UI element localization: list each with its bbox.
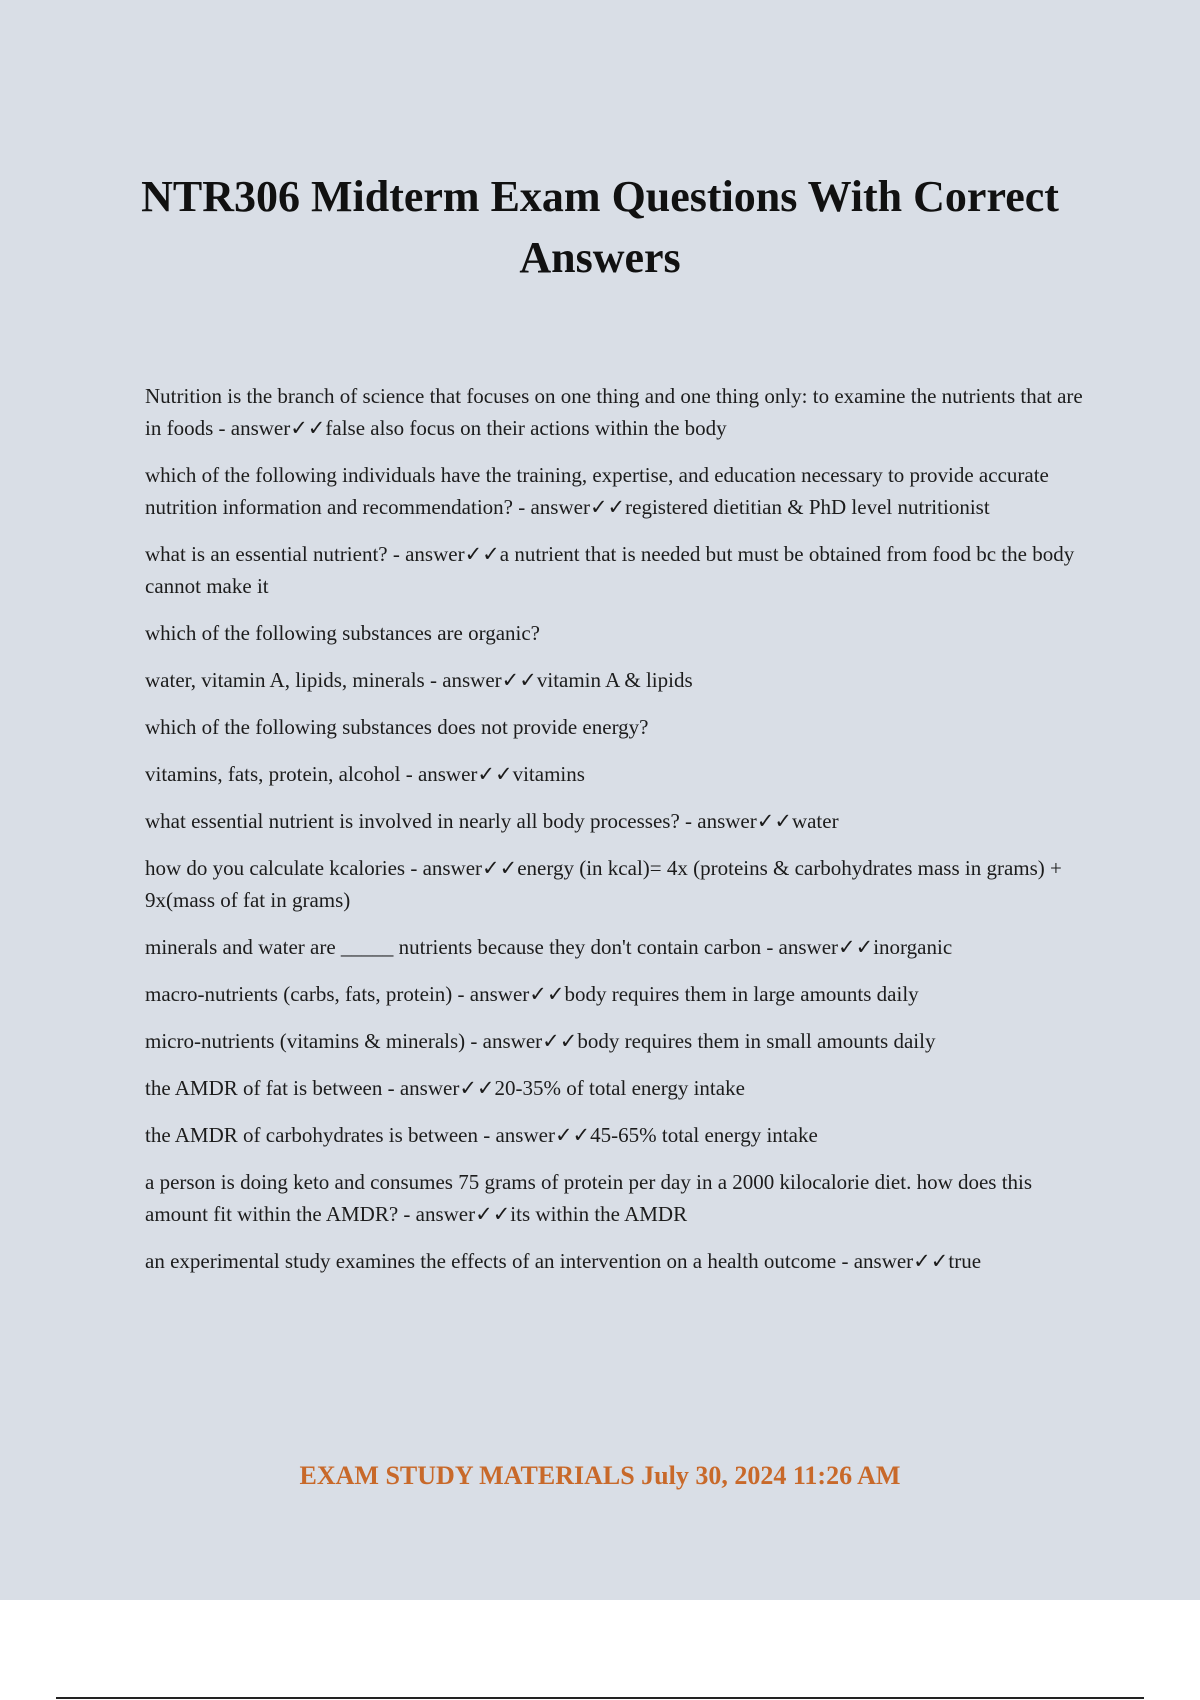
qa-item: what is an essential nutrient? - answer✓✓a nutrient that is needed but must be obtained from food bc the body cannot make it [145,542,1075,598]
qa-item: how do you calculate kcalories - answer✓✓energy (in kcal)= 4x (proteins & carbohydrates mass in grams) + 9x(mass of fat in grams) [145,856,1062,912]
qa-item: minerals and water are _____ nutrients because they don't contain carbon - answer✓✓inorganic [145,935,953,959]
page-divider [56,1697,1144,1699]
qa-item: an experimental study examines the effects of an intervention on a health outcome - answer✓✓true [145,1249,982,1273]
qa-item: micro-nutrients (vitamins & minerals) - answer✓✓body requires them in small amounts daily [145,1029,936,1053]
qa-item: water, vitamin A, lipids, minerals - answer✓✓vitamin A & lipids [145,668,693,692]
qa-item: vitamins, fats, protein, alcohol - answer✓✓vitamins [145,762,585,786]
qa-item: the AMDR of fat is between - answer✓✓20-35% of total energy intake [145,1076,745,1100]
qa-item: Nutrition is the branch of science that focuses on one thing and one thing only: to examine the nutrients that are in foods - answer✓✓false also focus on their actions within the body [145,384,1083,440]
qa-item: a person is doing keto and consumes 75 grams of protein per day in a 2000 kilocalorie diet. how does this amount fit within the AMDR? - answer✓✓its within the AMDR [145,1170,1033,1226]
qa-item: what essential nutrient is involved in nearly all body processes? - answer✓✓water [145,809,839,833]
footer-timestamp: EXAM STUDY MATERIALS July 30, 2024 11:26 AM [299,1461,901,1490]
document-title: NTR306 Midterm Exam Questions With Correct Answers [141,172,1059,282]
qa-item: which of the following substances does not provide energy? [145,715,649,739]
qa-item: the AMDR of carbohydrates is between - answer✓✓45-65% total energy intake [145,1123,818,1147]
qa-item: macro-nutrients (carbs, fats, protein) - answer✓✓body requires them in large amounts daily [145,982,919,1006]
question-answer-list [145,380,1090,1292]
qa-item: which of the following substances are organic? [145,621,540,645]
qa-item: which of the following individuals have the training, expertise, and education necessary to provide accurate nutrition information and recommendation? - answer✓✓registered dietitian & PhD level nutritionist [145,463,1049,519]
